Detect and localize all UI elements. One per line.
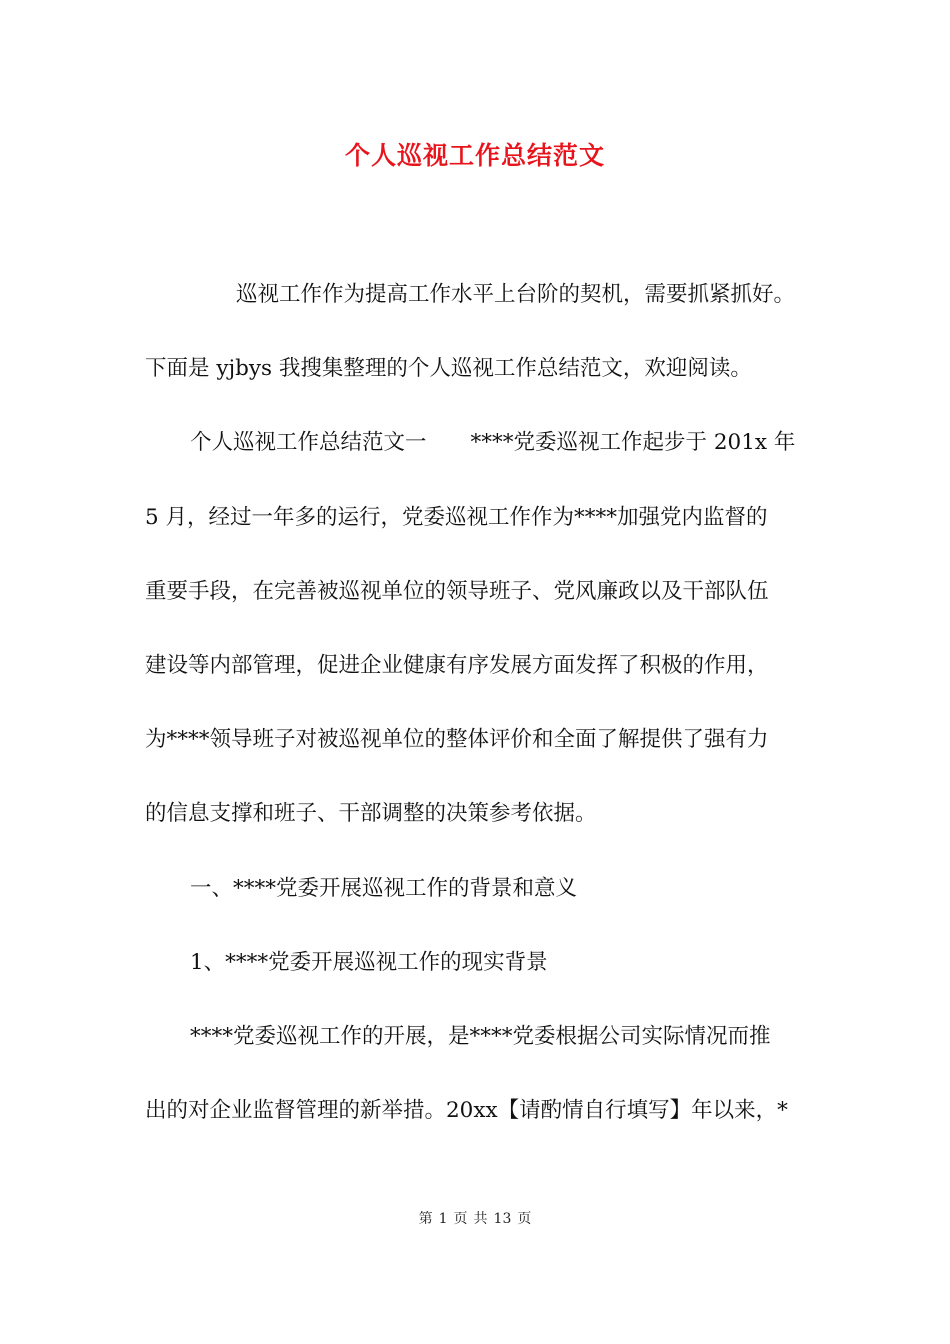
paragraph-line: 重要手段，在完善被巡视单位的领导班子、党风廉政以及干部队伍 — [145, 579, 769, 604]
paragraph-line: 的信息支撑和班子、干部调整的决策参考依据。 — [145, 801, 597, 826]
page-footer — [0, 1208, 950, 1228]
paragraph-line: 为****领导班子对被巡视单位的整体评价和全面了解提供了强有力 — [145, 727, 769, 752]
section-heading-inline: 个人巡视工作总结范文一 — [190, 430, 427, 455]
paragraph-line: ****党委巡视工作的开展，是****党委根据公司实际情况而推 — [190, 1024, 771, 1049]
paragraph-line: 5 月，经过一年多的运行，党委巡视工作作为****加强党内监督的 — [145, 505, 768, 530]
page-number: 1 — [438, 1211, 448, 1227]
section-heading: 一、****党委开展巡视工作的背景和意义 — [190, 876, 578, 901]
document-title: 个人巡视工作总结范文 — [344, 141, 605, 170]
paragraph-text: ****党委巡视工作起步于 201x 年 — [470, 430, 796, 455]
paragraph-line — [190, 428, 860, 458]
footer-di: 第 — [418, 1211, 433, 1227]
footer-ye: 页 — [517, 1211, 532, 1227]
footer-gong: 共 — [473, 1211, 488, 1227]
total-pages: 13 — [493, 1211, 512, 1227]
paragraph-line: 建设等内部管理，促进企业健康有序发展方面发挥了积极的作用， — [145, 653, 769, 678]
subsection-heading: 1、****党委开展巡视工作的现实背景 — [190, 950, 548, 975]
paragraph-line: 出的对企业监督管理的新举措。20xx【请酌情自行填写】年以来，* — [145, 1098, 788, 1123]
paragraph-line: 下面是 yjbys 我搜集整理的个人巡视工作总结范文，欢迎阅读。 — [145, 356, 752, 381]
footer-ye: 页 — [453, 1211, 468, 1227]
paragraph-line: 巡视工作作为提高工作水平上台阶的契机，需要抓紧抓好。 — [236, 282, 796, 307]
